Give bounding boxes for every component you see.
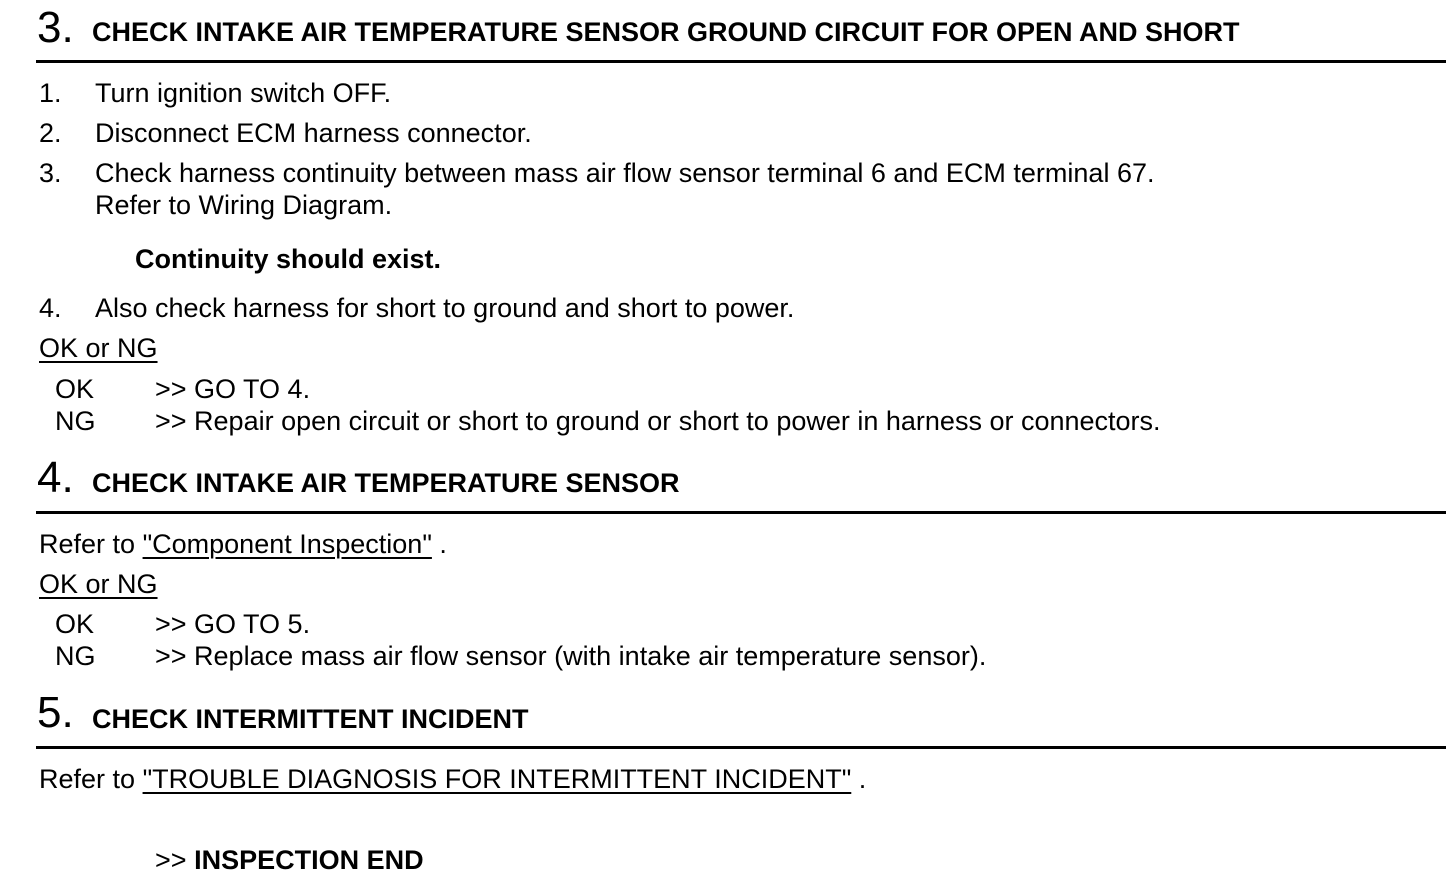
- step-3-item-3-text: Check harness continuity between mass air flow sensor terminal 6 and ECM terminal 67.: [95, 158, 1155, 188]
- step-4-divider: [36, 511, 1446, 514]
- step-3-item-1-text: Turn ignition switch OFF.: [95, 78, 392, 108]
- step-3-item-4-number: 4.: [39, 293, 62, 323]
- step-4-title: CHECK INTAKE AIR TEMPERATURE SENSOR: [92, 468, 680, 498]
- step-3-item-3-continuation: Refer to Wiring Diagram.: [95, 190, 393, 220]
- step-3-ok-action: >> GO TO 4.: [155, 374, 311, 404]
- trouble-diagnosis-link[interactable]: "TROUBLE DIAGNOSIS FOR INTERMITTENT INCIDENT": [142, 764, 852, 794]
- step-5-title: CHECK INTERMITTENT INCIDENT: [92, 704, 529, 734]
- step-4-refer-suffix: .: [439, 529, 447, 559]
- inspection-end: [155, 845, 424, 875]
- step-4-reference: [39, 529, 447, 559]
- step-5-divider: [36, 746, 1446, 749]
- step-4-ok-label: OK: [55, 609, 95, 639]
- step-3-ng-action: >> Repair open circuit or short to ground or short to power in harness or connectors.: [155, 406, 1161, 436]
- step-3-number: 3.: [37, 3, 74, 52]
- step-4-ng-action: >> Replace mass air flow sensor (with intake air temperature sensor).: [155, 641, 987, 671]
- inspection-end-label: INSPECTION END: [194, 845, 424, 875]
- step-5-refer-suffix: .: [858, 764, 867, 794]
- step-5-reference: [39, 764, 866, 794]
- step-4-result-header: OK or NG: [39, 569, 158, 599]
- step-3-item-2-number: 2.: [39, 118, 62, 148]
- step-3-item-3-number: 3.: [39, 158, 62, 188]
- step-3-spec-note: Continuity should exist.: [135, 244, 442, 274]
- step-4-ok-action: >> GO TO 5.: [155, 609, 311, 639]
- step-3-title: CHECK INTAKE AIR TEMPERATURE SENSOR GROUND CIRCUIT FOR OPEN AND SHORT: [92, 17, 1240, 47]
- step-3-ng-label: NG: [55, 406, 96, 436]
- component-inspection-link[interactable]: "Component Inspection": [142, 529, 432, 559]
- step-4-refer-prefix: Refer to: [39, 529, 136, 559]
- step-3-result-header: OK or NG: [39, 333, 158, 363]
- step-5-number: 5.: [37, 688, 74, 737]
- inspection-end-arrow: >>: [155, 845, 187, 875]
- step-5-refer-prefix: Refer to: [39, 764, 136, 794]
- step-4-ng-label: NG: [55, 641, 96, 671]
- step-3-ok-label: OK: [55, 374, 95, 404]
- step-4-number: 4.: [37, 453, 74, 502]
- step-3-divider: [36, 60, 1446, 63]
- step-3-item-2-text: Disconnect ECM harness connector.: [95, 118, 532, 148]
- step-3-item-1-number: 1.: [39, 78, 62, 108]
- step-3-item-4-text: Also check harness for short to ground and short to power.: [95, 293, 795, 323]
